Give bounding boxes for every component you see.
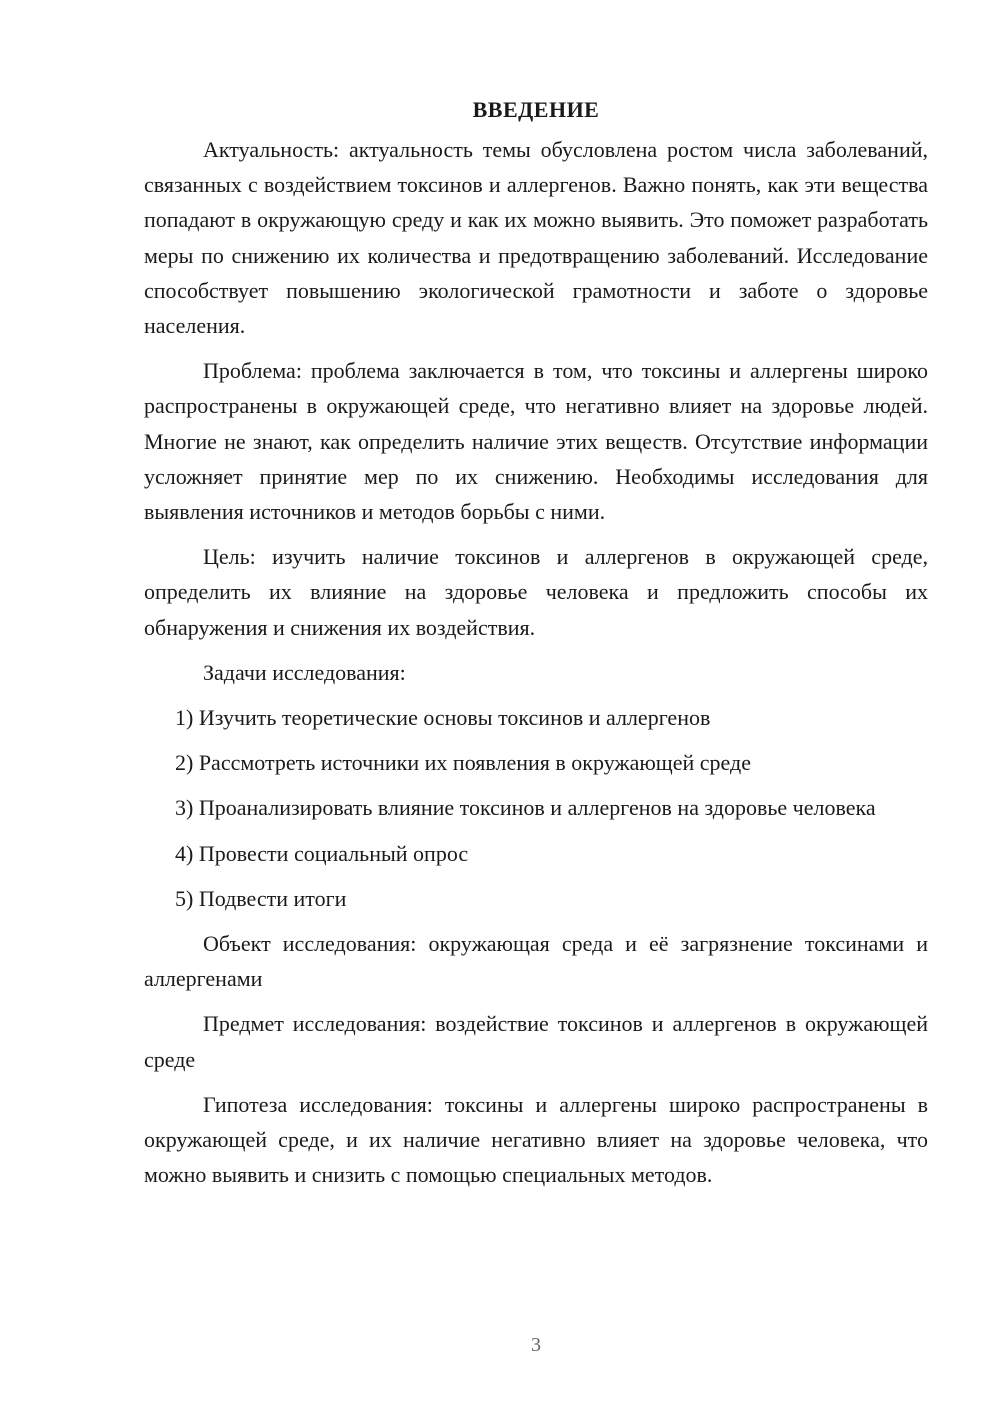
object-paragraph: Объект исследования: окружающая среда и её загрязнение токсинами и аллергенами — [144, 931, 928, 992]
tasks-heading: Задачи исследования: — [203, 659, 406, 685]
list-item: 2) Рассмотреть источники их появления в окружающей среде — [175, 750, 751, 776]
list-item: 5) Подвести итоги — [175, 885, 347, 911]
hypothesis-paragraph: Гипотеза исследования: токсины и аллергены широко распространены в окружающей среде, и их наличие негативно влияет на здоровье человека, что можно выявить и снизить с помощью специальных методов. — [144, 1091, 928, 1188]
subject-paragraph: Предмет исследования: воздействие токсинов и аллергенов в окружающей среде — [144, 1011, 928, 1072]
page-title: ВВЕДЕНИЕ — [472, 97, 600, 122]
list-item: 1) Изучить теоретические основы токсинов и аллергенов — [175, 705, 711, 731]
page-number: 3 — [531, 1334, 541, 1356]
problem-paragraph: Проблема: проблема заключается в том, что токсины и аллергены широко распространены в окружающей среде, что негативно влияет на здоровье людей. Многие не знают, как определить наличие этих веществ. Отсутствие информации усложняет принятие мер по их снижению. Необходимы исследования для выявления источников и методов борьбы с ними. — [144, 358, 928, 525]
list-item: 3) Проанализировать влияние токсинов и аллергенов на здоровье человека — [175, 795, 876, 821]
goal-paragraph: Цель: изучить наличие токсинов и аллергенов в окружающей среде, определить их влияние на здоровье человека и предложить способы их обнаружения и снижения их воздействия. — [144, 544, 928, 640]
list-item: 4) Провести социальный опрос — [175, 840, 469, 866]
document-page — [144, 92, 928, 1192]
relevance-paragraph: Актуальность: актуальность темы обусловлена ростом числа заболеваний, связанных с воздействием токсинов и аллергенов. Важно понять, как эти вещества попадают в окружающую среду и как их можно выявить. Это поможет разработать меры по снижению их количества и предотвращению заболеваний. Исследование способствует повышению экологической грамотности и заботе о здоровье населения. — [144, 137, 928, 339]
